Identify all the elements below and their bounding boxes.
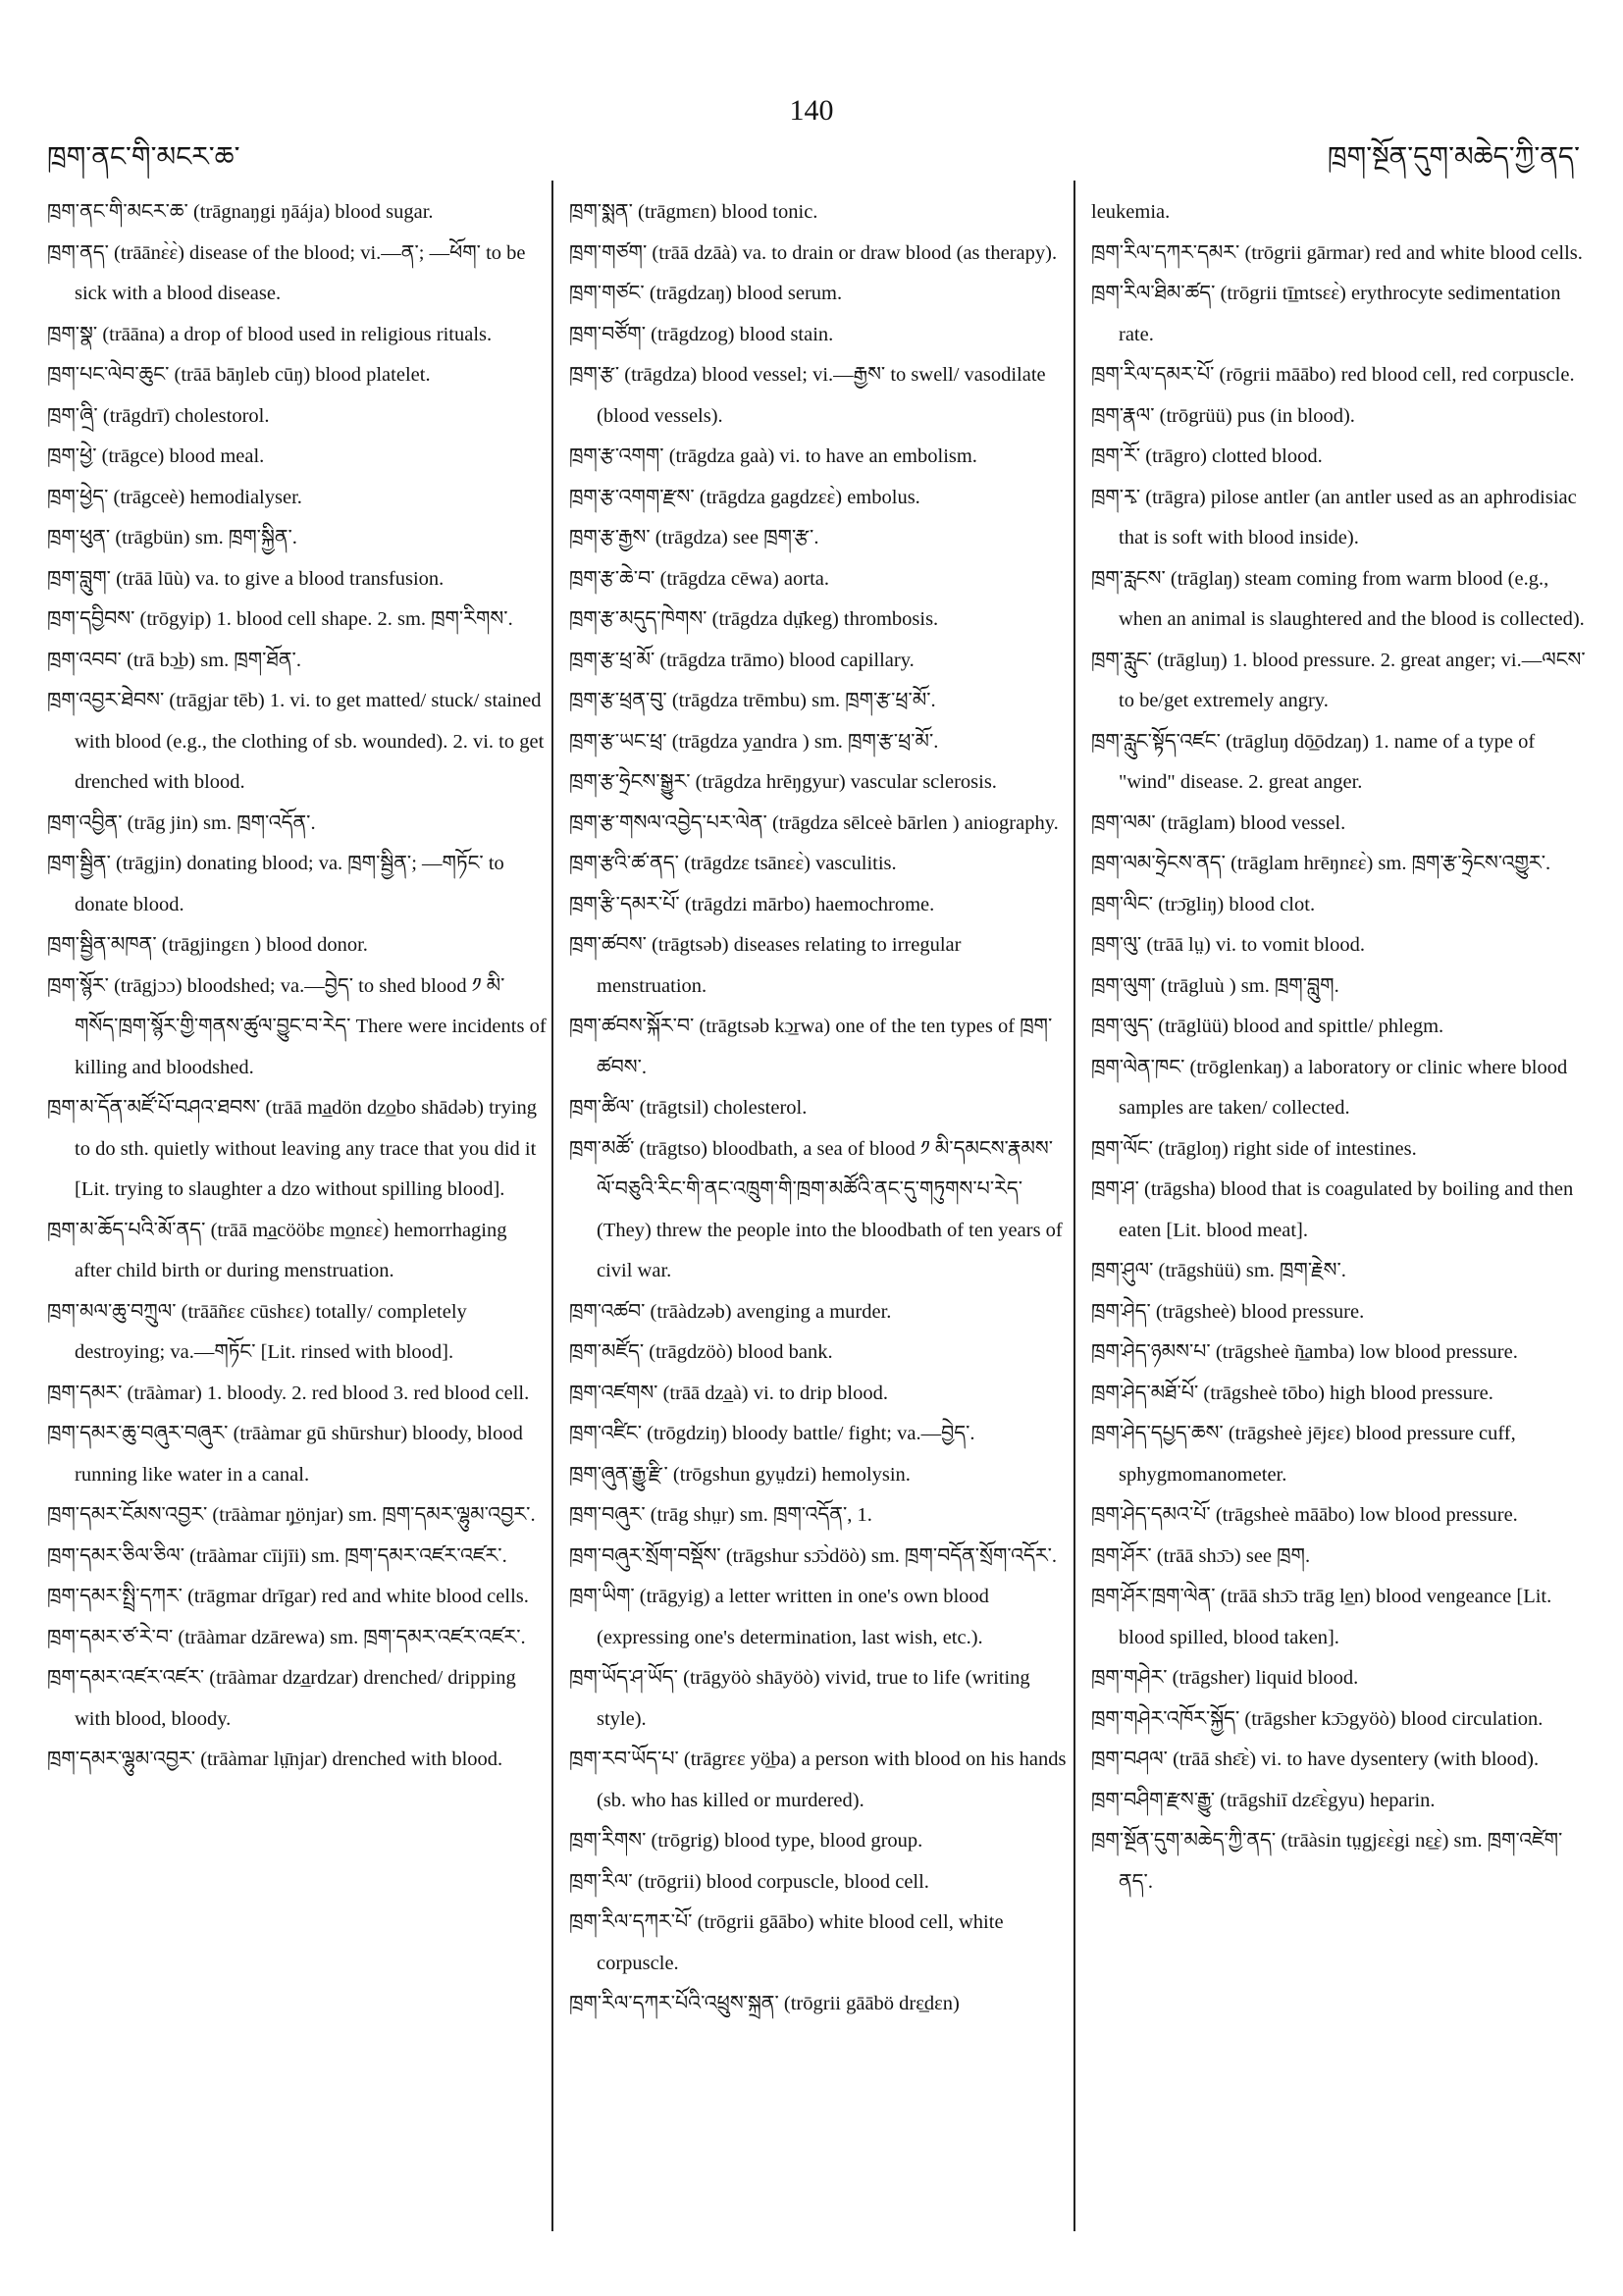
dictionary-entry: ཁྲག་རྩ་རྒྱས་ (trāgdza) see ཁྲག་རྩ་.: [569, 527, 819, 548]
dictionary-entry: ཁྲག་སྦྱིན་མཁན་ (trāgjingɛn ) blood donor.: [47, 934, 368, 956]
dictionary-entry: ཁྲག་གཤེར་ (trāgsher) liquid blood.: [1091, 1667, 1359, 1689]
dictionary-entry: ཁྲག་རྩ་ (trāgdza) blood vessel; vi.—རྒྱས་ to swell/ vasodilate (blood vessels).: [569, 364, 1046, 427]
dictionary-entry: ཁྲག་རྣལ་ (trōgrüü) pus (in blood).: [1091, 404, 1355, 427]
dictionary-entry: ཁྲག་རིལ་དཀར་དམར་ (trōgrii gārmar) red and white blood cells.: [1091, 241, 1583, 264]
running-head-right: ཁྲག་སྔོན་དུག་མཆེད་ཀྱི་ནད་: [1327, 142, 1580, 173]
dictionary-entry: ཁྲག་རྩ་འགག་རྫས་ (trāgdza gagdzɛɛ̀) embolus.: [569, 486, 920, 508]
dictionary-entry: ཁྲག་ལམ་ (trāglam) blood vessel.: [1091, 811, 1346, 834]
dictionary-entry: ཁྲག་དམར་འཛར་འཛར་ (trāàmar dza̲rdzar) drenched/ dripping with blood, bloody.: [47, 1667, 516, 1730]
dictionary-entry: ཁྲག་ལམ་ཧྲེངས་ནད་ (trāglam hrēŋnɛɛ̀) sm. ཁྲག་རྩ་ཧྲེངས་འགྱུར་.: [1091, 853, 1551, 874]
dictionary-entry: ཁྲག་འཛགས་ (trāā dza̲à) vi. to drip blood.: [569, 1382, 888, 1404]
column-divider-right: [1073, 181, 1075, 2231]
dictionary-entry: ཁྲག་རླུང་སྟོད་འཛང་ (trāgluŋ dō̲ōdzaŋ) 1. name of a type of "wind" disease. 2. great anger.: [1091, 730, 1536, 793]
dictionary-entry: ཁྲག་ལུག་ (trāgluù ) sm. ཁྲག་བླུག.: [1091, 974, 1339, 997]
dictionary-entry: ཁྲག་གཤེར་འཁོར་སྐྱོད་ (trāgsher kɔ̄ɔgyöò) blood circulation.: [1091, 1707, 1544, 1730]
dictionary-entry: ཁྲག་མ་ཆོད་པའི་མོ་ནད་ (trāā ma̲cööbɛ mo̲nɛɛ̀) hemorrhaging after child birth or during menstruation.: [47, 1219, 507, 1281]
dictionary-entry: ཁྲག་རླངས་ (trāglaŋ) steam coming from warm blood (e.g., when an animal is slaughtered and the blood is collected).: [1091, 567, 1585, 630]
dictionary-entry: ཁྲག་སྙོར་ (trāgjɔɔ) bloodshed; va.—བྱེད་ to shed blood ༡ མི་གསོད་ཁྲག་སྙོར་གྱི་གནས་ཚུལ་བྱུང་བ་རེད་ There were incidents of killing and bloodshed.: [47, 974, 547, 1078]
dictionary-entry: ཁྲག་ལེན་ཁང་ (trōglenkaŋ) a laboratory or clinic where blood samples are taken/ collected.: [1091, 1056, 1568, 1119]
dictionary-entry: ཁྲག་ལུ་ (trāā lṳ) vi. to vomit blood.: [1091, 934, 1365, 956]
dictionary-entry: ཁྲག་དམར་ཆུ་བཞུར་བཞུར་ (trāàmar gū shūrshur) bloody, blood running like water in a canal.: [47, 1423, 523, 1486]
dictionary-entry: ཁྲག་རིལ་དཀར་པོ་ (trōgrii gāābo) white blood cell, white corpuscle.: [569, 1911, 1004, 1974]
dictionary-entry: ཁྲག་རྩ་གསལ་འབྱེད་པར་ལེན་ (trāgdza sēlceè bārlen ) aniography.: [569, 811, 1059, 834]
dictionary-entry: ཁྲག་འབྱིན་ (trāg jin) sm. ཁྲག་འདོན་.: [47, 811, 316, 834]
dictionary-entry: ཁྲག་ཕྱེ་ (trāgce) blood meal.: [47, 445, 265, 467]
dictionary-entry: ཁྲག་རྩ་མདུད་ཁེགས་ (trāgdza dṳ̄keg) thrombosis.: [569, 608, 939, 630]
dictionary-entry: ཁྲག་དབྱིབས་ (trōgyip) 1. blood cell shape. 2. sm. ཁྲག་རིགས་.: [47, 608, 513, 630]
dictionary-entry: ཁྲག་འབབ་ (trā bɔ̲b) sm. ཁྲག་ཐོན་.: [47, 649, 301, 671]
dictionary-entry: ཁྲག་བླུག་ (trāā lūù) va. to give a blood transfusion.: [47, 567, 445, 590]
dictionary-column-1: [47, 192, 548, 1781]
dictionary-entry: ཁྲག་སྨན་ (trāgmɛn) blood tonic.: [569, 201, 818, 223]
dictionary-column-3: [1091, 192, 1590, 1903]
dictionary-entry: ཁྲག་དམར་སྤྲི་དཀར་ (trāgmar drīgar) red and white blood cells.: [47, 1586, 529, 1607]
dictionary-entry: ཁྲག་རྩི་དམར་པོ་ (trāgdzi mārbo) haemochrome.: [569, 893, 935, 915]
dictionary-entry: ཁྲག་རྩ་འགག་ (trāgdza gaà) vi. to have an embolism.: [569, 445, 977, 467]
dictionary-entry: ཁྲག་མལ་ཆུ་བཀྲུལ་ (trāāñɛɛ cūshɛɛ) totally/ completely destroying; va.—གཏོང་ [Lit. rinsed with blood].: [47, 1300, 467, 1363]
dictionary-entry: ཁྲག་རྩ་ཆེ་བ་ (trāgdza cēwa) aorta.: [569, 567, 830, 590]
dictionary-entry: ཁྲག་ཤེད་ (trāgsheè) blood pressure.: [1091, 1300, 1365, 1323]
dictionary-entry: ཁྲག་གཙག་ (trāā dzāà) va. to drain or draw blood (as therapy).: [569, 241, 1058, 264]
page-number: 140: [789, 94, 834, 127]
dictionary-entry: ཁྲག་རྩ་ཕྲན་བུ་ (trāgdza trēmbu) sm. ཁྲག་རྩ་ཕྲ་མོ་.: [569, 690, 936, 711]
dictionary-entry: ཁྲག་དམར་ཙ་རེ་བ་ (trāàmar dzārewa) sm. ཁྲག་དམར་འཛར་འཛར་.: [47, 1626, 526, 1648]
dictionary-entry: ཁྲག་རིགས་ (trōgrig) blood type, blood group.: [569, 1830, 923, 1852]
dictionary-entry: ཁྲག་བཙོག་ (trāgdzog) blood stain.: [569, 323, 834, 345]
dictionary-entry: ཁྲག་ནང་གི་མངར་ཆ་ (trāgnaŋgi ŋāája) blood sugar.: [47, 201, 434, 223]
dictionary-entry: ཁྲག་སྦྱིན་ (trāgjin) donating blood; va. ཁྲག་སྦྱིན་; —གཏོང་ to donate blood.: [47, 853, 504, 915]
dictionary-entry: ཁྲག་ཚབས་ (trāgtsəb) diseases relating to irregular menstruation.: [569, 934, 962, 997]
dictionary-entry: ཁྲག་ཤེད་དཔྱད་ཆས་ (trāgsheè jējɛɛ) blood pressure cuff, sphygmomanometer.: [1091, 1423, 1516, 1486]
dictionary-entry: ཁྲག་རིལ་ཐིམ་ཚད་ (trōgrii tī̲mtsɛɛ̀) erythrocyte sedimentation rate.: [1091, 283, 1561, 345]
dictionary-entry: ཁྲག་གཙང་ (trāgdzaŋ) blood serum.: [569, 283, 843, 304]
dictionary-entry: ཁྲག་རོ་ (trāgro) clotted blood.: [1091, 445, 1323, 467]
dictionary-entry: ཁྲག་རབ་ཡོད་པ་ (trāgrɛɛ yö̲ba) a person with blood on his hands (sb. who has killed or murdered).: [569, 1748, 1067, 1811]
dictionary-entry: ཁྲག་བཞུར་ (trāg shṳr) sm. ཁྲག་འདོན་, 1.: [569, 1504, 872, 1526]
dictionary-entry: ཁྲག་དམར་ངོམས་འབྱར་ (trāàmar ŋ̲önjar) sm. ཁྲག་དམར་ལྷུམ་འབྱར་.: [47, 1504, 536, 1526]
dictionary-entry: ཁྲག་རིལ་དཀར་པོའི་འཕྲུས་སྐྲན་ (trōgrii gāābö drɛ̲dɛn): [569, 1993, 960, 2014]
dictionary-entry: ཁྲག་དམར་ལྷུམ་འབྱར་ (trāàmar lṳ̄njar) drenched with blood.: [47, 1748, 503, 1770]
dictionary-entry: ཁྲག་ཕྱེད་ (trāgceè) hemodialyser.: [47, 486, 302, 508]
dictionary-entry: ཁྲག་ཤ་ (trāgsha) blood that is coagulated by boiling and then eaten [Lit. blood meat].: [1091, 1178, 1574, 1241]
dictionary-entry: ཁྲག་ཤེད་མཐོ་པོ་ (trāgsheè tōbo) high blood pressure.: [1091, 1382, 1493, 1404]
column-divider-left: [551, 181, 553, 2231]
dictionary-entry: ཁྲག་ཤེད་ཉམས་པ་ (trāgsheè ñ̲amba) low blood pressure.: [1091, 1341, 1518, 1363]
dictionary-entry: ཁྲག་སྔོན་དུག་མཆེད་ཀྱི་ནད་ (trāàsin tṳgjɛɛ̀gi nɛ̲ɛ̀) sm. ཁྲག་འཛེག་ནད་.: [1091, 1830, 1563, 1893]
dictionary-entry: ཁྲག་རྭ་ (trāgra) pilose antler (an antler used as an aphrodisiac that is soft with blood inside).: [1091, 486, 1577, 548]
dictionary-entry: ཁྲག་ལིང་ (trɔ̄gliŋ) blood clot.: [1091, 893, 1316, 915]
dictionary-entry: ཁྲག་ཤུལ་ (trāgshüü) sm. ཁྲག་རྗེས་.: [1091, 1260, 1346, 1281]
dictionary-entry: ཁྲག་འབྱར་ཐེབས་ (trāgjar tēb) 1. vi. to get matted/ stuck/ stained with blood (e.g., the clothing of sb. wounded). 2. vi. to get drenched with blood.: [47, 690, 545, 793]
dictionary-entry: ཁྲག་དམར་ཅིལ་ཅིལ་ (trāàmar cīijīi) sm. ཁྲག་དམར་འཛར་འཛར་.: [47, 1544, 507, 1567]
dictionary-entry: ཁྲག་དམར་ (trāàmar) 1. bloody. 2. red blood 3. red blood cell.: [47, 1382, 530, 1404]
dictionary-entry: ཁྲག་མཛོད་ (trāgdzöò) blood bank.: [569, 1341, 833, 1363]
dictionary-entry: ཁྲག་བཤལ་ (trāā shɛ̄ɛ̀) vi. to have dysentery (with blood).: [1091, 1748, 1540, 1770]
dictionary-entry: ཁྲག་ཚབས་སྐོར་བ་ (trāgtsəb kɔ̲rwa) one of the ten types of ཁྲག་ཚབས་.: [569, 1016, 1053, 1078]
dictionary-entry: ཁྲག་རིལ་ (trōgrii) blood corpuscle, blood cell.: [569, 1870, 929, 1893]
dictionary-entry: ཁྲག་ལུད་ (trāglüü) blood and spittle/ phlegm.: [1091, 1016, 1444, 1037]
dictionary-entry: ཁྲག་ཞུན་རྒྱུ་རྫི་ (trōgshun gyṳdzi) hemolysin.: [569, 1463, 911, 1486]
dictionary-entry: ཁྲག་ཤོར་ཁྲག་ལེན་ (trāā shɔ̄ɔ trāg le̲n) blood vengeance [Lit. blood spilled, blood taken].: [1091, 1586, 1552, 1648]
dictionary-entry: ཁྲག་ནད་ (trāānɛ̀ɛ̀) disease of the blood; vi.—ན་; —ཕོག་ to be sick with a blood disease.: [47, 241, 526, 304]
dictionary-entry: ཁྲག་རྩའི་ཚ་ནད་ (trāgdzɛ tsānɛɛ̀) vasculitis.: [569, 853, 897, 874]
dictionary-entry: ཁྲག་རྩ་ཕྲ་མོ་ (trāgdza trāmo) blood capillary.: [569, 649, 915, 671]
dictionary-column-2: [569, 192, 1070, 2025]
dictionary-entry: ཁྲག་ཚིལ་ (trāgtsil) cholesterol.: [569, 1097, 808, 1119]
dictionary-entry: ཁྲག་ལོང་ (trāgloŋ) right side of intestines.: [1091, 1137, 1417, 1160]
dictionary-entry: ཁྲག་ཤེད་དམའ་པོ་ (trāgsheè māābo) low blood pressure.: [1091, 1504, 1518, 1526]
dictionary-entry: ཁྲག་འཚབ་ (trāàdzəb) avenging a murder.: [569, 1300, 892, 1323]
dictionary-entry: ཁྲག་རྩ་ཡང་ཕྲ་ (trāgdza ya̲ndra ) sm. ཁྲག་རྩ་ཕྲ་མོ་.: [569, 730, 939, 753]
dictionary-entry: ཁྲག་འཛིང་ (trōgdziŋ) bloody battle/ fight; va.—བྱེད་.: [569, 1423, 975, 1444]
dictionary-entry: ཁྲག་ཡིག་ (trāgyig) a letter written in one's own blood (expressing one's determination, last wish, etc.).: [569, 1586, 989, 1648]
dictionary-entry: ཁྲག་ཞྲི་ (trāgdrī) cholestorol.: [47, 404, 270, 427]
dictionary-entry: ཁྲག་མ་དོན་མཛོ་པོ་བཤའ་ཐབས་ (trāā ma̲dön dzo̲bo shādəb) trying to do sth. quietly without leaving any trace that you did it [Lit. trying to slaughter a dzo without spilling blood].: [47, 1097, 538, 1200]
dictionary-entry: ཁྲག་མཚོ་ (trāgtso) bloodbath, a sea of blood ༡ མི་དམངས་རྣམས་ལོ་བཅུའི་རིང་གི་ནང་འཁྲུག་གི་ཁྲག་མཚོའི་ནང་དུ་གཏུགས་པ་རེད་ (They) threw the people into the bloodbath of ten years of civil war.: [569, 1137, 1063, 1281]
running-head-left: ཁྲག་ནང་གི་མངར་ཆ་: [47, 142, 240, 173]
dictionary-entry: ཁྲག་སྣ་ (trāāna) a drop of blood used in religious rituals.: [47, 323, 493, 345]
dictionary-entry: ཁྲག་རྩ་ཧྲེངས་སྒྱུར་ (trāgdza hrēŋgyur) vascular sclerosis.: [569, 771, 997, 793]
dictionary-entry: ཁྲག་པང་ལེབ་ཆུང་ (trāā bāŋleb cūŋ) blood platelet.: [47, 364, 431, 386]
dictionary-entry: ཁྲག་བཤིག་རྫས་རྒྱུ་ (trāgshiī dzɛ̄ɛ̀gyu) heparin.: [1091, 1789, 1436, 1811]
dictionary-entry: ཁྲག་ཕུན་ (trāgbün) sm. ཁྲག་སྐྱིན་.: [47, 527, 297, 548]
dictionary-entry: leukemia.: [1091, 201, 1171, 223]
dictionary-entry: ཁྲག་རླུང་ (trāgluŋ) 1. blood pressure. 2. great anger; vi.—ལངས་ to be/get extremely angry.: [1091, 649, 1586, 711]
dictionary-entry: ཁྲག་རིལ་དམར་པོ་ (rōgrii māābo) red blood cell, red corpuscle.: [1091, 364, 1575, 386]
dictionary-entry: ཁྲག་ཡོད་ཤ་ཡོད་ (trāgyöò shāyöò) vivid, true to life (writing style).: [569, 1667, 1030, 1730]
dictionary-entry: ཁྲག་ཤོར་ (trāā shɔ̄ɔ) see ཁྲག.: [1091, 1544, 1311, 1567]
dictionary-entry: ཁྲག་བཞུར་སྲོག་བསྡོས་ (trāgshur sɔ̄ɔ̀döò) sm. ཁྲག་བདོན་སྲོག་འདོར་.: [569, 1544, 1058, 1567]
